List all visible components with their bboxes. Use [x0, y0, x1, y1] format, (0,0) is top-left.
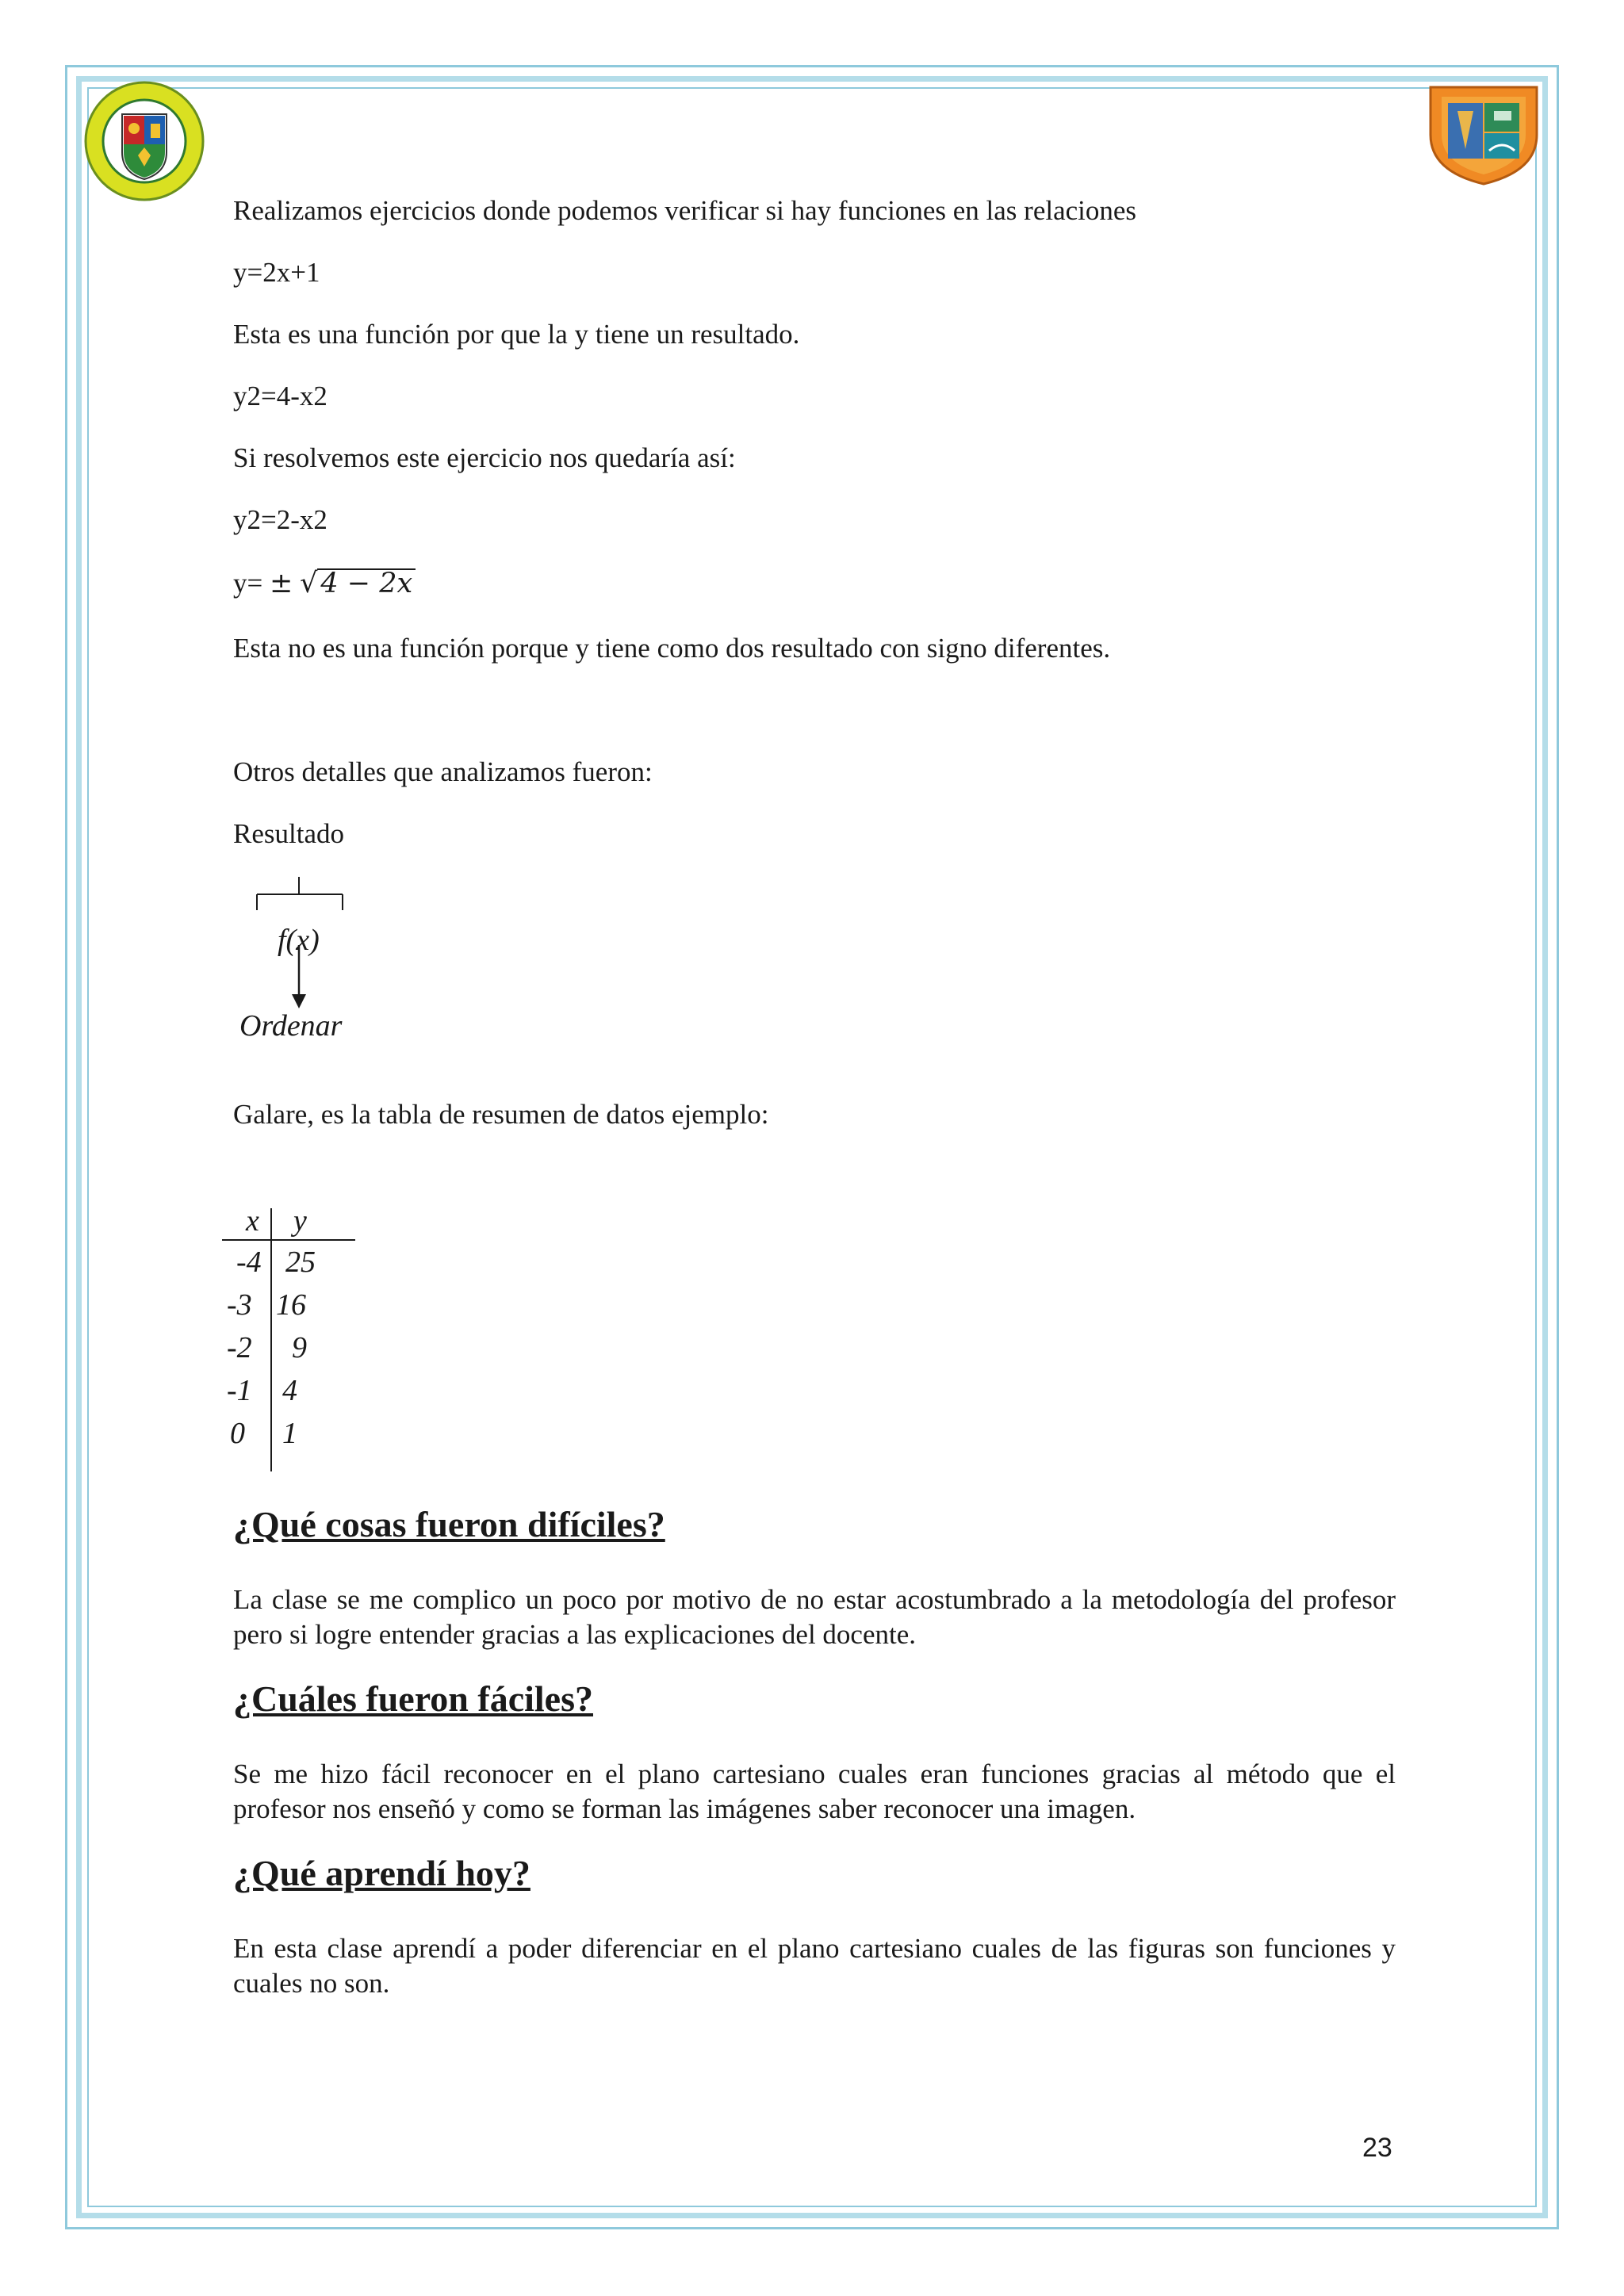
section-heading-difficult: ¿Qué cosas fueron difíciles?: [233, 1504, 665, 1544]
table-cell-x: -4: [236, 1246, 262, 1279]
sqrt-prefix: y=: [233, 568, 263, 599]
table-cell-y: 4: [282, 1374, 297, 1407]
paragraph-table-intro: Galare, es la tabla de resumen de datos ejemplo:: [233, 1099, 769, 1130]
section-body-difficult: La clase se me complico un poco por motivo de no estar acostumbrado a la metodología del profesor pero si logre entender gracias a las explicaciones del docente.: [233, 1584, 1396, 1650]
paragraph-intro: Realizamos ejercicios donde podemos verificar si hay funciones en las relaciones: [233, 195, 1137, 226]
ordenar-label: Ordenar: [239, 1009, 343, 1043]
xy-table: [222, 1197, 381, 1483]
paragraph-is-function: Esta es una función por que la y tiene un resultado.: [233, 319, 800, 350]
table-cell-x: 0: [230, 1417, 245, 1450]
table-cell-y: 16: [276, 1288, 306, 1322]
sqrt-icon: √: [300, 568, 318, 599]
table-header-x: x: [246, 1204, 259, 1238]
faculty-crest-logo: [1421, 79, 1546, 187]
paragraph-other-details: Otros detalles que analizamos fueron:: [233, 756, 653, 787]
page-number: 23: [1362, 2133, 1392, 2163]
equation-linear: y=2x+1: [233, 257, 320, 288]
section-body-easy: Se me hizo fácil reconocer en el plano cartesiano cuales eran funciones gracias al método que el profesor nos enseñó y como se forman las imágenes saber reconocer una imagen.: [233, 1758, 1396, 1824]
label-resultado: Resultado: [233, 818, 344, 849]
paragraph-solve: Si resolvemos este ejercicio nos quedaría así:: [233, 442, 736, 473]
section-body-learned: En esta clase aprendí a poder diferenciar en el plano cartesiano cuales de las figuras son funciones y cuales no son.: [233, 1933, 1396, 1999]
equation-quadratic: y2=4-x2: [233, 381, 327, 411]
fx-label: f(x): [278, 924, 320, 957]
section-heading-learned: ¿Qué aprendí hoy?: [233, 1853, 530, 1893]
plus-minus-symbol: ±: [270, 568, 293, 599]
sqrt-radicand: 4 − 2x: [317, 568, 416, 597]
table-header-y: y: [293, 1204, 307, 1238]
table-cell-y: 1: [282, 1417, 297, 1450]
equation-sqrt: [233, 566, 416, 601]
university-logo: [82, 79, 206, 203]
table-cell-y: 25: [285, 1246, 316, 1279]
table-cell-x: -2: [227, 1331, 252, 1364]
table-cell-y: 9: [292, 1331, 307, 1364]
section-heading-easy: ¿Cuáles fueron fáciles?: [233, 1678, 594, 1719]
paragraph-not-function: Esta no es una función porque y tiene como dos resultado con signo diferentes.: [233, 633, 1111, 664]
arrow-down-icon: [292, 994, 306, 1008]
table-cell-x: -1: [227, 1374, 252, 1407]
table-cell-x: -3: [227, 1288, 252, 1322]
equation-quadratic-step: y2=2-x2: [233, 504, 327, 535]
